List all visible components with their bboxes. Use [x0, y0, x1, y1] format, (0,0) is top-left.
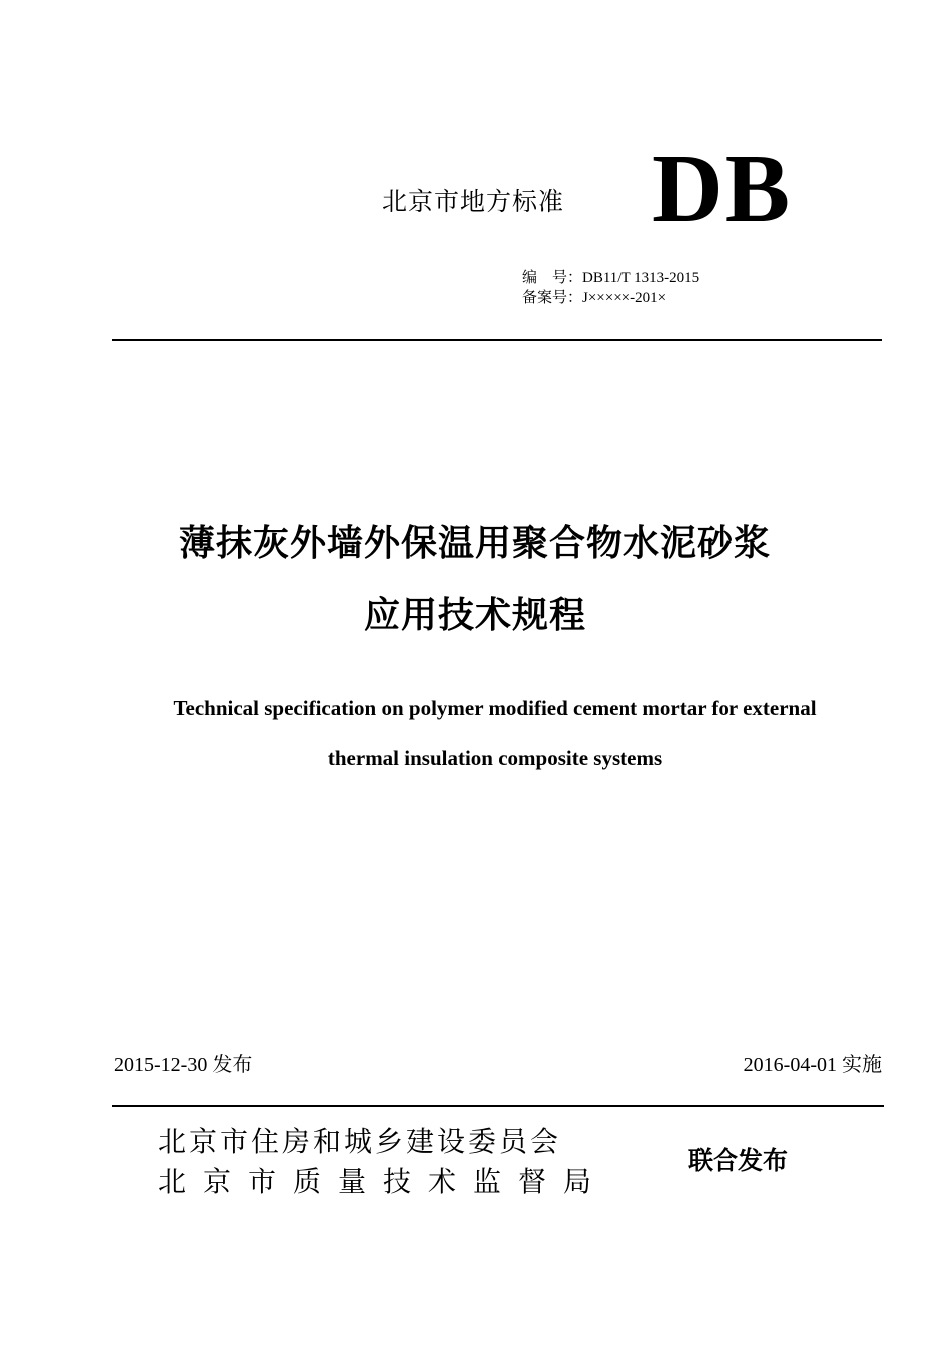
implementation-date: 2016-04-01 实施	[743, 1054, 882, 1076]
publisher-1: 北京市住房和城乡建设委员会	[158, 1125, 562, 1158]
filing-number: 备案号：J×××××-201×	[522, 290, 667, 306]
title-cn-line-2: 应用技术规程	[363, 595, 586, 636]
joint-publish-label: 联合发布	[688, 1146, 789, 1175]
db-code-mark: DB	[652, 135, 793, 243]
standard-number: 编 号：DB11/T 1313-2015	[522, 270, 700, 286]
standard-type-label: 北京市地方标准	[382, 187, 565, 216]
publisher-2: 北京市质量技术监督局	[158, 1165, 609, 1198]
title-en-line-2: thermal insulation composite systems	[327, 746, 663, 770]
bottom-divider	[112, 1105, 884, 1107]
issue-date: 2015-12-30 发布	[114, 1054, 253, 1076]
title-cn-line-1: 薄抹灰外墙外保温用聚合物水泥砂浆	[178, 523, 771, 564]
title-en-line-1: Technical specification on polymer modified cement mortar for external	[173, 696, 817, 720]
top-divider	[112, 339, 882, 341]
